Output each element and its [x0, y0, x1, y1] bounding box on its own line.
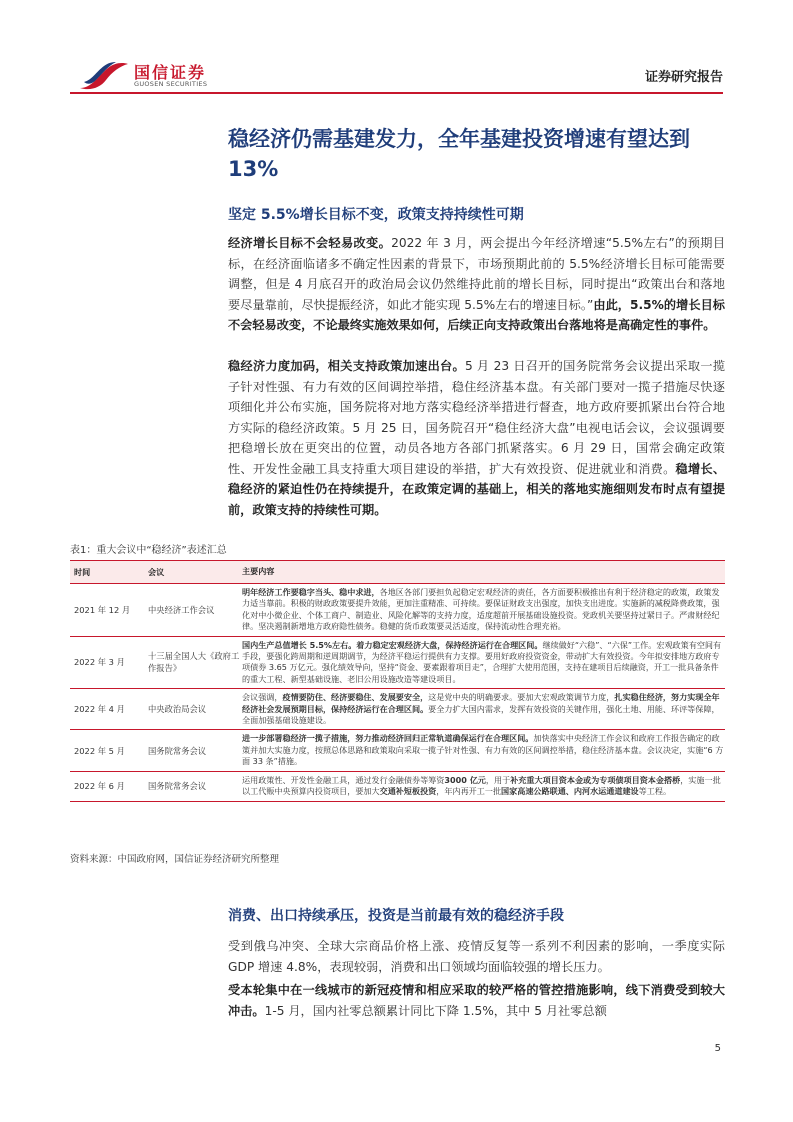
- table-row: [70, 637, 725, 690]
- cell-content: [242, 587, 725, 633]
- section-heading-2: 消费、出口持续承压，投资是当前最有效的稳经济手段: [228, 908, 564, 924]
- content-text: ，实施一批以工代赈中央预算内投资项目，要加大: [242, 774, 721, 797]
- content-text: 加快落实中央经济工作会议和政府工作报告确定的政策并加大实施力度，按照总体思路和政策取向采取一揽子针对性强、有力有效的区间调控举措，稳住经济基本盘。会议决定，实施“6 方面 33 条”措施。: [242, 733, 724, 767]
- paragraph-headwinds: 受到俄乌冲突、全球大宗商品价格上涨、疫情反复等一系列不利因素的影响，一季度实际 GDP 增速 4.8%，表现较弱，消费和出口领域均面临较强的增长压力。: [228, 939, 725, 974]
- paragraph-body: 5 月 23 日召开的国务院常务会议提出采取一揽子针对性强、有力有效的区间调控举措，稳住经济基本盘。有关部门要对一揽子措施尽快逐项细化并公布实施，国务院将对地方落实稳经济举措进行督查，地方政府要抓紧出台符合地方实际的稳经济政策。5 月 25 日，国务院召开“稳住经济大盘”电视电话会议，会议强调要把稳增长放在更突出的位置，动员各地方各部门抓紧落实。6 月 29 日，国常会确定政策性、开发性金融工具支持重大项目建设的举措，扩大有效投资、促进就业和消费。: [228, 359, 726, 476]
- cell-date: 2022 年 6 月: [74, 781, 125, 792]
- logo: [78, 58, 228, 94]
- content-bold: 扎实稳住经济，努力实现全年经济社会发展预期目标，保持经济运行在合理区间。: [242, 692, 720, 714]
- content-text: ，用于: [485, 774, 511, 785]
- page-title: 稳经济仍需基建发力，全年基建投资增速有望达到 13%: [228, 127, 690, 181]
- logo-text-cn: 国信证券: [134, 63, 207, 82]
- content-bold: 国家高速公路联通、内河水运通道建设: [501, 786, 639, 797]
- content-bold: 补充重大项目资本金或为专项债项目资本金搭桥: [510, 774, 681, 785]
- paragraph-tail: 由此，5.5%的增长目标不会轻易改变，不论最终实施效果如何，后续正向支持政策出台落地将是高确定性的事件。: [228, 297, 725, 332]
- header-divider: [70, 92, 723, 94]
- paragraph-body: 1-5 月，国内社零总额累计同比下降 1.5%，其中 5 月社零总额: [264, 1003, 607, 1018]
- table-row: [70, 689, 725, 730]
- content-text: 运用政策性、开发性金融工具，通过发行金融债券等筹资: [242, 774, 445, 785]
- table-row: [70, 772, 725, 802]
- logo-text-en: GUOSEN SECURITIES: [134, 80, 208, 88]
- cell-content: [242, 733, 725, 767]
- cell-date: 2022 年 3 月: [74, 657, 125, 668]
- column-header-meeting: 会议: [148, 566, 165, 577]
- section-heading-1: 坚定 5.5%增长目标不变，政策支持持续性可期: [228, 207, 524, 223]
- paragraph-tail: 稳增长、稳经济的紧迫性仍在持续提升，在政策定调的基础上，相关的落地实施细则发布时点有望提前，政策支持的持续性可期。: [228, 461, 726, 517]
- paragraph-lead: 经济增长目标不会轻易改变。: [228, 236, 392, 250]
- cell-meeting: 国务院常务会议: [148, 745, 207, 756]
- table-caption: 表1：重大会议中“稳经济”表述汇总: [70, 545, 227, 556]
- table-row: [70, 584, 725, 637]
- cell-meeting: 中央经济工作会议: [148, 604, 215, 615]
- cell-meeting: 十三届全国人大《政府工作报告》: [148, 651, 240, 674]
- table-row: [70, 730, 725, 771]
- cell-meeting: 中央政治局会议: [148, 704, 207, 715]
- report-type-label: 证券研究报告: [644, 70, 723, 85]
- table-source: 资料来源：中国政府网，国信证券经济研究所整理: [70, 854, 280, 865]
- content-bold: 3000 亿元: [444, 774, 486, 785]
- table-header: [70, 560, 725, 584]
- content-text: 各地区各部门要担负起稳定宏观经济的责任，各方面要积极推出有利于经济稳定的政策，政策发力适当靠前。积极的财政政策要提升效能，更加注重精准、可持续。要保证财政支出强度，加快支出进度。实施新的减税降费政策，强化对中小微企业、个体工商户、制造业、风险化解等的支持力度，适度超前开展基础设施投资。党政机关要坚持过紧日子。严肃财经纪律。坚决遏制新增地方政府隐性债务。稳健的货币政策要灵活适度，保持流动性合理充裕。: [242, 587, 720, 632]
- cell-meeting: 国务院常务会议: [148, 781, 207, 792]
- content-bold: 明年经济工作要稳字当头、稳中求进，: [242, 587, 380, 597]
- paragraph-lead: 受本轮集中在一线城市的新冠疫情和相应采取的较严格的管控措施影响，线下消费受到较大冲击。: [228, 983, 725, 1018]
- content-bold: 国内生产总值增长 5.5%左右。着力稳定宏观经济大盘，保持经济运行在合理区间。: [242, 639, 543, 650]
- cell-date: 2022 年 4 月: [74, 704, 125, 715]
- paragraph-lead: 稳经济力度加码，相关支持政策加速出台。: [228, 359, 466, 373]
- meeting-table: [70, 560, 725, 802]
- content-bold: 疫情要防住、经济要稳住、发展要安全，: [282, 692, 429, 703]
- cell-content: [242, 692, 725, 726]
- content-bold: 进一步部署稳经济一揽子措施，努力推动经济回归正常轨道确保运行在合理区间。: [242, 733, 534, 744]
- content-text: 等工程。: [638, 786, 672, 797]
- cell-date: 2022 年 5 月: [74, 745, 125, 756]
- content-bold: 交通补短板投资: [379, 786, 437, 797]
- guosen-logo-icon: [78, 58, 130, 92]
- cell-content: [242, 775, 725, 798]
- paragraph-body: 2022 年 3 月，两会提出今年经济增速“5.5%左右”的预期目标，在经济面临诸多不确定性因素的背景下，市场预期此前的 5.5%经济增长目标可能需要调整，但是 4 月底召开的政治局会议仍然维持此前的增长目标，同时提出“政策出台和落地要尽量靠前，尽快提振经济，如此才能实现 5.5%左右的增速目标。”: [228, 236, 726, 312]
- content-text: 这是党中央的明确要求。要加大宏观政策调节力度，: [428, 692, 615, 703]
- cell-content: [242, 640, 725, 686]
- column-header-date: 时间: [74, 566, 91, 577]
- paragraph-policy-support: [228, 356, 725, 520]
- cell-date: 2021 年 12 月: [74, 604, 131, 615]
- paragraph-consumption: [228, 980, 725, 1021]
- page-number: 5: [714, 1043, 721, 1054]
- content-text: 继续做好“六稳”、“六保”工作。宏观政策有空间有手段，要强化跨周期和逆周期调节，为经济平稳运行提供有力支撑。要用好政府投资资金，带动扩大有效投资。今年拟安排地方政府专项债券 3.65 万亿元。强化绩效导向，坚持“资金、要素跟着项目走”，合理扩大使用范围，支持在建项目后续融资，开工一批具备条件的重大工程、新型基础设施、老旧公用设施改造等建设项目。: [242, 639, 722, 684]
- content-text: ，年内再开工一批: [436, 786, 502, 797]
- content-text: 要全力扩大国内需求，发挥有效投资的关键作用，强化土地、用能、环评等保障，全面加强基础设施建设。: [242, 703, 720, 726]
- column-header-content: 主要内容: [242, 566, 275, 577]
- content-text: 会议强调，: [242, 692, 283, 703]
- paragraph-growth-target: [228, 233, 725, 336]
